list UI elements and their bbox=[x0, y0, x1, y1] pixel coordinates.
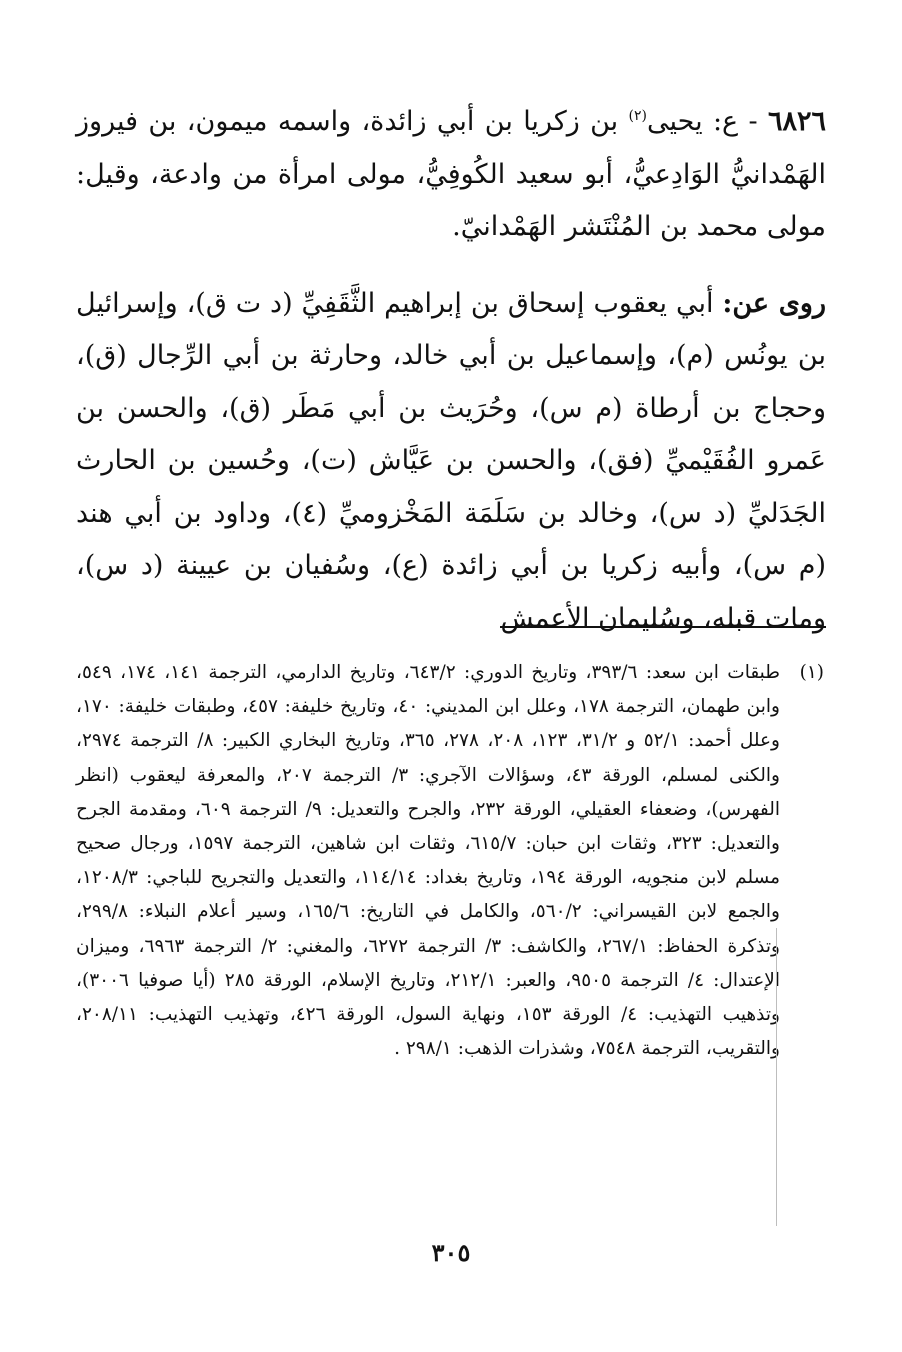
footnote-text: طبقات ابن سعد: ٣٩٣/٦، وتاريخ الدوري: ٦٤٣/٢، وتاريخ الدارمي، الترجمة ١٤١، ١٧٤، ٥٤٩، وابن طهمان، الترجمة ١٧٨، وعلل ابن المديني: ٤٠، وتاريخ خليفة: ٤٥٧، وطبقات خليفة: ١٧٠، وعلل أحمد: ٥٢/١ و ٣١/٢، ١٢٣، ٢٠٨، ٢٧٨، ٣٦٥، وتاريخ البخاري الكبير: ٨/ الترجمة ٢٩٧٤، والكنى لمسلم، الورقة ٤٣، وسؤالات الآجري: ٣/ الترجمة ٢٠٧، والمعرفة ليعقوب (انظر الفهرس)، وضعفاء العقيلي، الورقة ٢٣٢، والجرح والتعديل: ٩/ الترجمة ٦٠٩، ومقدمة الجرح والتعديل: ٣٢٣، وثقات ابن حبان: ٦١٥/٧، وثقات ابن شاهين، الترجمة ١٥٩٧، ورجال صحيح مسلم لابن منجويه، الورقة ١٩٤، وتاريخ بغداد: ١١٤/١٤، والتعديل والتجريح للباجي: ١٢٠٨/٣، والجمع لابن القيسراني: ٥٦٠/٢، والكامل في التاريخ: ١٦٥/٦، وسير أعلام النبلاء: ٢٩٩/٨، وتذكرة الحفاظ: ٢٦٧/١، والكاشف: ٣/ الترجمة ٦٢٧٢، والمغني: ٢/ الترجمة ٦٩٦٣، وميزان الإعتدال: ٤/ الترجمة ٩٥٠٥، والعبر: ٢١٢/١، وتاريخ الإسلام، الورقة ٢٨٥ (أيا صوفيا ٣٠٠٦)، وتذهيب التهذيب: ٤/ الورقة ١٥٣، ونهاية السول، الورقة ٤٢٦، وتهذيب التهذيب: ٢٠٨/١١، والتقريب، الترجمة ٧٥٤٨، وشذرات الذهب: ٢٩٨/١ . bbox=[76, 662, 781, 1060]
footnote-reference: (٢) bbox=[628, 108, 647, 124]
footnote-marker: (١) bbox=[799, 662, 824, 683]
footnotes bbox=[76, 656, 824, 1066]
page-number: ٣٠٥ bbox=[431, 1238, 471, 1267]
binding-edge-line bbox=[776, 928, 777, 1226]
entry-number: ٦٨٢٦ bbox=[767, 106, 826, 137]
entry-name-start: يحيى bbox=[646, 106, 703, 137]
entry-symbols: - ع: bbox=[702, 106, 768, 137]
entry-text: بن زكريا بن أبي زائدة، واسمه ميمون، بن فيروز الهَمْدانيُّ الوَادِعيُّ، أبو سعيد الكُوفِيُّ، مولى امرأة من وادعة، وقيل: مولى محمد بن المُنْتَشر الهَمْدانيّ. bbox=[76, 106, 826, 242]
narrated-from-paragraph bbox=[76, 278, 826, 646]
main-text bbox=[76, 96, 826, 645]
narrated-text: أبي يعقوب إسحاق بن إبراهيم الثَّقَفِيِّ (د ت ق)، وإسرائيل بن يونُس (م)، وإسماعيل بن أبي خالد، وحارثة بن أبي الرِّجال (ق)، وحجاج بن أرطاة (م س)، وحُرَيث بن أبي مَطَر (ق)، والحسن بن عَمرو الفُقَيْميِّ (فق)، والحسن بن عَيَّاش (ت)، وحُسين بن الحارث الجَدَليِّ (د س)، وخالد بن سَلَمَة المَخْزوميِّ (٤)، وداود بن أبي هند (م س)، وأبيه زكريا بن أبي زائدة (ع)، وسُفيان بن عيينة (د س)، ومات قبله، وسُليمان الأعمش bbox=[76, 287, 827, 634]
footnote-separator bbox=[500, 626, 826, 628]
narrated-heading: روى عن: bbox=[722, 287, 826, 319]
footnote bbox=[76, 656, 824, 1066]
biography-entry bbox=[76, 96, 826, 254]
